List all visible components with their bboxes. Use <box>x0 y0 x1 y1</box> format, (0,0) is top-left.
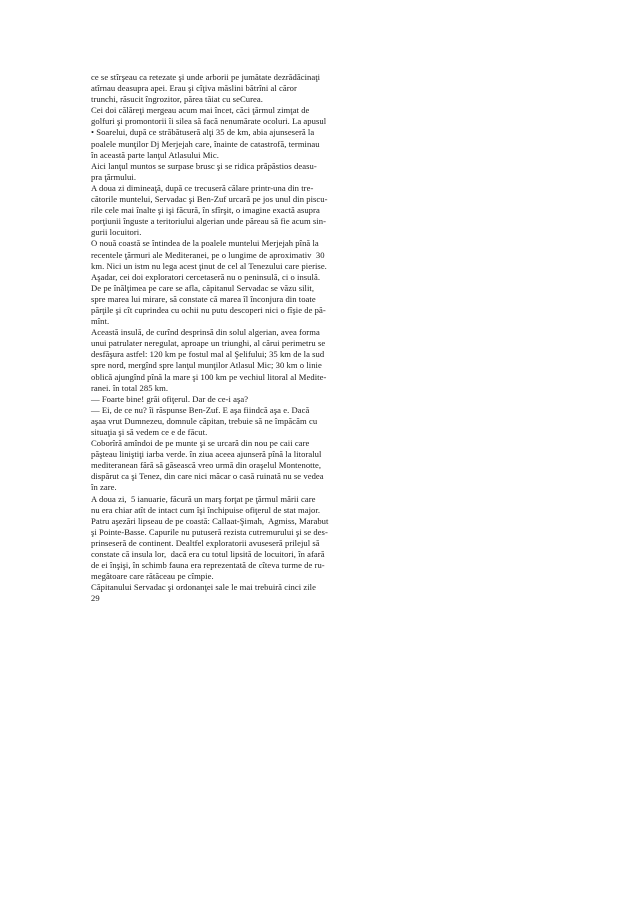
text-line: oblică ajungînd pînă la mare şi 100 km pe vechiul litoral al Medite- <box>91 371 327 382</box>
text-line: prinseseră de continent. Dealtfel exploratorii avuseseră prilejul să <box>91 537 320 548</box>
text-line: gurii locuitori. <box>91 227 142 238</box>
text-line: megătoare care rătăceau pe cîmpie. <box>91 571 214 582</box>
text-line: în zare. <box>91 482 117 493</box>
text-line: spre marea lui mirare, să constate că marea îl înconjura din toate <box>91 293 316 304</box>
text-line: O nouă coastă se întindea de la poalele muntelui Merjejah pînă la <box>91 238 319 249</box>
text-line: ranei. în total 285 km. <box>91 382 169 393</box>
text-line: pra ţărmului. <box>91 171 137 182</box>
text-line: Coborîră amîndoi de pe munte şi se urcară din nou pe caii care <box>91 438 310 449</box>
text-line: dispărut ca şi Tenez, din care nici măcar o casă ruinată nu se vedea <box>91 471 324 482</box>
text-line: nu era chiar atît de intact cum îşi închipuise ofiţerul de stat major. <box>91 504 321 515</box>
text-line: cătorile muntelui, Servadac şi Ben-Zuf urcară pe jos unul din piscu- <box>91 194 328 205</box>
text-line: poalele munţilor Dj Merjejah care, înainte de catastrofă, terminau <box>91 138 320 149</box>
text-line: rile cele mai înalte şi işi făcură, în sfîrşit, o imagine exactă asupra <box>91 205 320 216</box>
text-line: — Ei, de ce nu? îi răspunse Ben-Zuf. E aşa fiindcă aşa e. Dacă <box>91 404 310 415</box>
text-line: km. Nici un istm nu lega acest ţinut de cel al Tenezului care pierise. <box>91 260 327 271</box>
body-text <box>91 72 401 605</box>
text-line: păşteau liniştiţi iarba verde. în ziua aceea ajunseră pînă la litoralul <box>91 449 322 460</box>
text-line: • Soarelui, după ce străbătuseră alţi 35 de km, abia ajunseseră la <box>91 127 315 138</box>
text-line: golfuri şi promontorii îi silea să facă nenumărate ocoluri. La apusul <box>91 116 327 127</box>
text-line: constate că insula lor, dacă era cu totul lipsită de locuitori, în afară <box>91 549 325 560</box>
text-line: recentele ţărmuri ale Mediteranei, pe o lungime de aproximativ 30 <box>91 249 325 260</box>
text-line: spre nord, mergînd spre lanţul munţilor Atlasul Mic; 30 km o linie <box>91 360 322 371</box>
text-line: A doua zi dimineaţă, după ce trecuseră călare printr-una din tre- <box>91 182 314 193</box>
page-number: 29 <box>91 593 100 604</box>
text-line: Cei doi călăreţi mergeau acum mai încet, căci ţărmul zimţat de <box>91 105 310 116</box>
text-line: Căpitanului Servadac şi ordonanţei sale le mai trebuiră cinci zile <box>91 582 316 593</box>
text-line: situaţia şi să vedem ce e de făcut. <box>91 427 208 437</box>
text-line: ce se stîrşeau ca retezate şi unde arborii pe jumătate dezrădăcinaţi <box>91 72 321 82</box>
text-line: — Foarte bine! grăi ofiţerul. Dar de ce-i aşa? <box>91 393 249 404</box>
text-line: şi Pointe-Basse. Capurile nu putuseră rezista cutremurului şi se des- <box>91 526 328 537</box>
text-line: atîrnau deasupra apei. Erau şi cîţiva măslini bătrîni al căror <box>91 83 297 94</box>
text-line: De pe înălţimea pe care se afla, căpitanul Servadac se văzu silit, <box>91 282 315 293</box>
text-line: Aşadar, cei doi exploratori cercetaseră nu o peninsulă, ci o insulă. <box>91 271 321 282</box>
text-line: porţiunii înguste a teritoriului algerian unde păreau să fie acum sin- <box>91 216 326 227</box>
text-line: de ei înşişi, în schimb fauna era reprezentată de cîteva turme de ru- <box>91 560 325 571</box>
text-line: trunchi, răsucit îngrozitor, părea tăiat cu seCurea. <box>91 94 263 105</box>
text-line: aşaa vrut Dumnezeu, domnule căpitan, trebuie să ne împăcăm cu <box>91 415 318 426</box>
text-line: mînt. <box>91 316 110 327</box>
text-line: părţile şi cît cuprindea cu ochii nu putu descoperi nici o fîşie de pă- <box>91 304 326 315</box>
text-line: unui patrulater neregulat, aproape un triunghi, al cărui perimetru se <box>91 338 326 349</box>
text-line: Această insulă, de curînd desprinsă din solul algerian, avea forma <box>91 327 320 338</box>
text-line: A doua zi, 5 ianuarie, făcură un marş forţat pe ţărmul mării care <box>91 493 316 504</box>
text-line: mediteranean fără să găsească vreo urmă din oraşelul Montenotte, <box>91 460 322 471</box>
text-line: Patru aşezări lipseau de pe coastă: Callaat-Şimah, Agmiss, Marabut <box>91 515 329 526</box>
text-line: în această parte lanţul Atlasului Mic. <box>91 149 219 160</box>
text-line: desfăşura astfel: 120 km pe fostul mal al Şelifului; 35 km de la sud <box>91 349 325 360</box>
text-line: Aici lanţul muntos se surpase brusc şi se ridica prăpăstios deasu- <box>91 160 317 171</box>
